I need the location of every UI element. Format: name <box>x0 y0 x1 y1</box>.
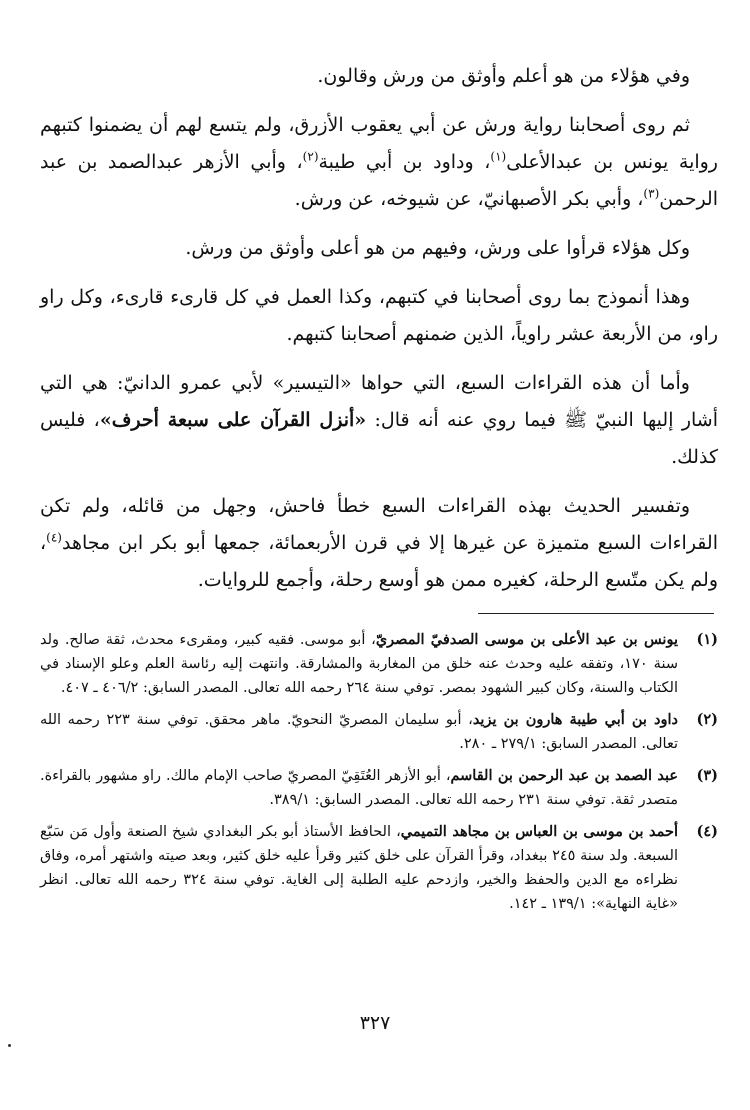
footnote-text: ، أبو الأزهر العُتَقِيّ المصريّ صاحب الإمام مالك. راو مشهور بالقراءة. متصدر ثقة. توفي سنة ٢٣١ رحمه الله تعالى. المصدر السابق: ٣٨٩/١. <box>40 768 678 808</box>
footnote-number: (١) <box>696 631 718 648</box>
footnote-4 <box>40 820 718 916</box>
paragraph-6-part-b: ، ولم يكن متّسع الرحلة، كغيره ممن هو أوسع رحلة، وأجمع للروايات. <box>40 532 718 591</box>
paragraph-5-part-b: ، فليس كذلك. <box>40 409 718 468</box>
page-number: ٣٢٧ <box>359 1012 391 1034</box>
hadith-quote: «أنزل القرآن على سبعة أحرف» <box>99 409 367 431</box>
footnote-ref-2[interactable]: (٢) <box>302 149 319 164</box>
footnote-body <box>40 764 678 812</box>
footnote-body <box>40 820 678 916</box>
paragraph-2 <box>40 107 718 218</box>
footnote-name: داود بن أبي طيبة هارون بن يزيد <box>472 711 678 728</box>
footnote-3 <box>40 764 718 812</box>
footnote-text: ، أبو سليمان المصريّ النحويّ. ماهر محقق. توفي سنة ٢٢٣ رحمه الله تعالى. المصدر السابق: ٢٧٩/١ ـ ٢٨٠. <box>40 712 678 752</box>
paragraph-6 <box>40 488 718 599</box>
footnote-ref-4[interactable]: (٤) <box>46 530 62 545</box>
footnote-text: ، أبو موسى. فقيه كبير، ومقرىء محدث، ثقة صالح. ولد سنة ١٧٠، وتفقه عليه وحدث عنه خلق من المغاربة والمشارقة. وانتهت إليه رئاسة العلم وعلو الإسناد في الكتاب والسنة، وكان كبير الشهود بمصر. توفي سنة ٢٦٤ رحمه الله تعالى. المصدر السابق: ٤٠٦/٢ ـ ٤٠٧. <box>40 632 678 696</box>
paragraph-1: وفي هؤلاء من هو أعلم وأوثق من ورش وقالون. <box>317 65 690 87</box>
paragraph-2-part-d: ، وأبي بكر الأصبهانيّ، عن شيوخه، عن ورش. <box>294 188 644 210</box>
main-text <box>40 58 718 611</box>
footnote-number: (٣) <box>696 767 718 784</box>
paragraph-2-part-c: ، وأبي الأزهر عبدالصمد بن عبد الرحمن <box>40 151 718 210</box>
scan-speck <box>8 1044 11 1047</box>
footnote-ref-3[interactable]: (٣) <box>643 186 660 201</box>
paragraph-3: وكل هؤلاء قرأوا على ورش، وفيهم من هو أعلى وأوثق من ورش. <box>185 237 690 259</box>
footnote-text: ، الحافظ الأستاذ أبو بكر البغدادي شيخ الصنعة وأول مَن سَبّع السبعة. ولد سنة ٢٤٥ ببغداد، وقرأ القرآن على خلق كثير وقرأ عليه خلق كثير، وبعد صيته واشتهر أمره، وفاق نظراءه مع الدين والحفظ والخير، وازدحم عليه الطلبة إلى الغاية. توفي سنة ٣٢٤ رحمه الله تعالى. انظر «غاية النهاية»: ١٣٩/١ ـ ١٤٢. <box>40 824 678 912</box>
footnote-number: (٢) <box>696 711 718 728</box>
footnote-1 <box>40 628 718 700</box>
paragraph-2-part-b: ، وداود بن أبي طيبة <box>318 151 491 173</box>
footnote-name: يونس بن عبد الأعلى بن موسى الصدفيّ المصريّ <box>375 631 678 648</box>
paragraph-4: وهذا أنموذج بما روى أصحابنا في كتبهم، وكذا العمل في كل قارىء قارىء، وكل راو راو، من الأربعة عشر راوياً، الذين ضمنهم أصحابنا كتبهم. <box>40 286 718 345</box>
footnote-name: أحمد بن موسى بن العباس بن مجاهد التميمي <box>400 823 679 840</box>
paragraph-5 <box>40 365 718 476</box>
footnote-separator <box>478 613 714 614</box>
paragraph-6-part-a: وتفسير الحديث بهذه القراءات السبع خطأ فاحش، وجهل من قائله، ولم تكن القراءات السبع متميزة عن غيرها إلا في قرن الأربعمائة، جمعها أبو بكر ابن مجاهد <box>40 495 718 554</box>
paragraph-5-part-a: وأما أن هذه القراءات السبع، التي حواها «التيسير» لأبي عمرو الدانيّ: هي التي أشار إليها النبيّ ﷺ فيما روي عنه أنه قال: <box>40 372 718 431</box>
footnotes <box>40 628 718 924</box>
footnote-ref-1[interactable]: (١) <box>490 149 507 164</box>
footnote-2 <box>40 708 718 756</box>
paragraph-2-part-a: ثم روى أصحابنا رواية ورش عن أبي يعقوب الأزرق، ولم يتسع لهم أن يضمنوا كتبهم رواية يونس بن عبدالأعلى <box>40 114 718 173</box>
footnote-number: (٤) <box>696 823 718 840</box>
footnote-body <box>40 708 678 756</box>
footnote-name: عبد الصمد بن عبد الرحمن بن القاسم <box>450 767 678 784</box>
footnote-body <box>40 628 678 700</box>
